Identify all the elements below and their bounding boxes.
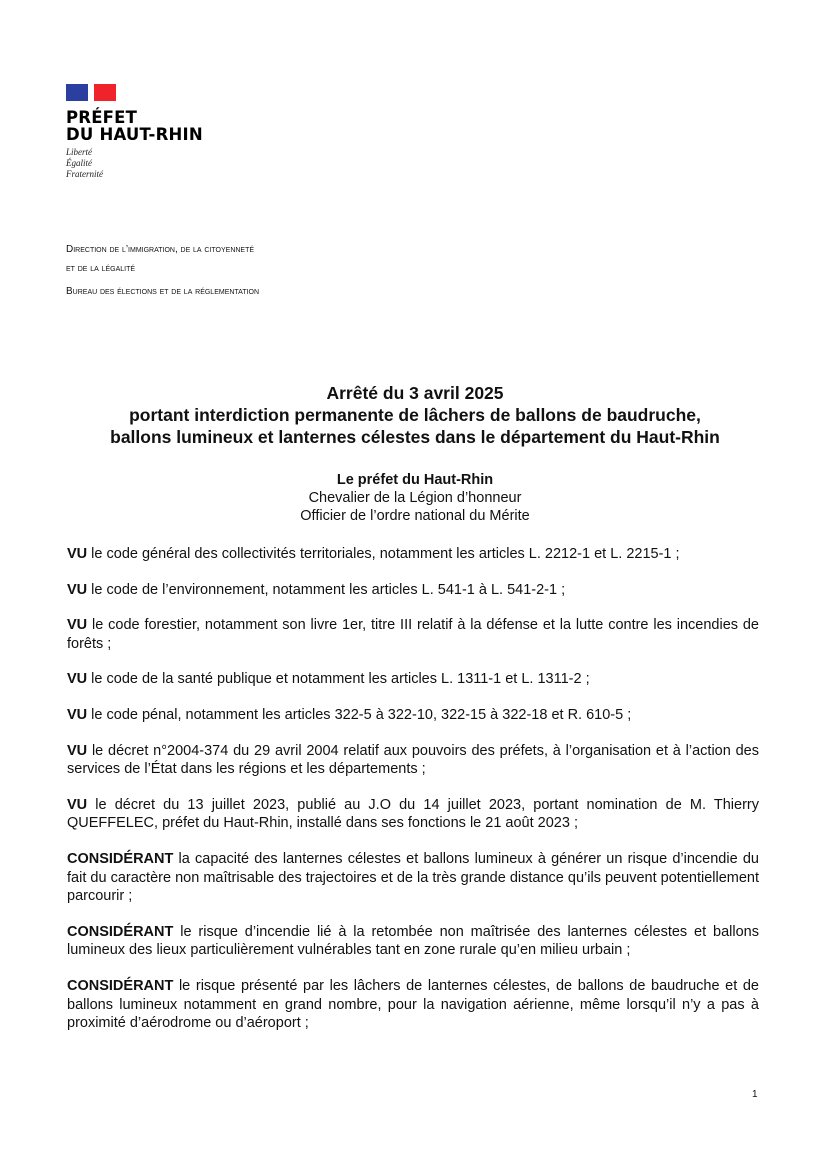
paragraph-lead: CONSIDÉRANT: [67, 850, 174, 867]
prefect-block: [60, 471, 770, 525]
motto-fraternite: Fraternité: [66, 169, 103, 179]
paragraph-considerant-navigation: [67, 977, 759, 1033]
paragraph-lead: VU: [67, 546, 88, 562]
paragraph-lead: VU: [67, 742, 88, 759]
logo-title: [66, 109, 203, 143]
logo-line-1: PRÉFET: [66, 108, 138, 127]
paragraph-vu-decret-2023: [67, 796, 759, 833]
paragraph-lead: VU: [67, 796, 88, 813]
paragraph-considerant-capacite: [67, 850, 759, 906]
flag-red-band: [94, 84, 116, 101]
paragraph-text: le risque présenté par les lâchers de lanternes célestes, de ballons de baudruche et de ballons lumineux notamment en grand nombre, pour la navigation aérienne, même lorsqu’il n’y a pas à proximité d’aérodrome ou d’aéroport ;: [67, 977, 759, 1032]
republic-motto: [66, 147, 203, 180]
decree-body: [67, 545, 759, 1050]
motto-egalite: Égalité: [66, 158, 92, 168]
paragraph-vu-cgct: [67, 545, 759, 564]
paragraph-vu-sante: [67, 670, 759, 689]
flag-blue-band: [66, 84, 88, 101]
title-line-1: Arrêté du 3 avril 2025: [326, 383, 504, 403]
paragraph-text: le code de l’environnement, notamment les articles L. 541-1 à L. 541-2-1 ;: [87, 581, 566, 598]
paragraph-vu-penal: [67, 706, 759, 725]
french-flag-icon: [66, 84, 116, 101]
paragraph-text: le code de la santé publique et notamment les articles L. 1311-1 et L. 1311-2 ;: [87, 671, 590, 688]
paragraph-vu-forestier: [67, 616, 759, 653]
prefect-title-1: Chevalier de la Légion d’honneur: [308, 490, 522, 506]
motto-liberte: Liberté: [66, 147, 92, 157]
direction-line-2: et de la légalité: [66, 263, 136, 274]
paragraph-lead: VU: [67, 617, 88, 634]
prefect-title-2: Officier de l’ordre national du Mérite: [300, 508, 530, 524]
prefect-name: Le préfet du Haut-Rhin: [336, 472, 494, 488]
paragraph-text: le code pénal, notamment les articles 322-5 à 322-10, 322-15 à 322-18 et R. 610-5 ;: [87, 706, 632, 723]
decree-title: [60, 382, 770, 448]
paragraph-considerant-incendie: [67, 923, 759, 960]
paragraph-lead: VU: [67, 671, 88, 688]
direction-line-1: Direction de l’immigration, de la citoyenneté: [66, 244, 255, 255]
paragraph-vu-decret-2004: [67, 742, 759, 779]
issuing-services: [66, 240, 259, 301]
bureau-name: Bureau des élections et de la réglementation: [66, 286, 260, 297]
paragraph-text: le risque d’incendie lié à la retombée non maîtrisée des lanternes célestes et ballons lumineux des lieux particulièrement vulnérables tant en zone rurale qu’en milieu urbain ;: [67, 923, 759, 959]
paragraph-text: le code général des collectivités territoriales, notamment les articles L. 2212-1 et L. 2215-1 ;: [87, 546, 680, 562]
paragraph-vu-environnement: [67, 581, 759, 600]
paragraph-text: le code forestier, notamment son livre 1er, titre III relatif à la défense et la lutte contre les incendies de forêts ;: [67, 617, 759, 652]
paragraph-text: la capacité des lanternes célestes et ballons lumineux à générer un risque d’incendie du fait du caractère non maîtrisable des trajectoires et de la très grande distance qu’ils peuvent potentiellement parcourir ;: [67, 850, 759, 905]
title-line-3: ballons lumineux et lanternes célestes dans le département du Haut-Rhin: [110, 427, 720, 447]
paragraph-text: le décret n°2004-374 du 29 avril 2004 relatif aux pouvoirs des préfets, à l’organisation et à l’action des services de l’État dans les régions et les départements ;: [67, 742, 759, 778]
paragraph-lead: CONSIDÉRANT: [67, 923, 174, 940]
page-number: 1: [752, 1089, 758, 1100]
paragraph-lead: CONSIDÉRANT: [67, 977, 174, 994]
paragraph-lead: VU: [67, 581, 88, 598]
prefecture-logo: [66, 84, 203, 180]
logo-line-2: DU HAUT-RHIN: [66, 125, 203, 144]
title-line-2: portant interdiction permanente de lâchers de ballons de baudruche,: [129, 405, 701, 425]
paragraph-lead: VU: [67, 706, 88, 723]
paragraph-text: le décret du 13 juillet 2023, publié au J.O du 14 juillet 2023, portant nomination de M. Thierry QUEFFELEC, préfet du Haut-Rhin, installé dans ses fonctions le 21 août 2023 ;: [67, 796, 759, 832]
